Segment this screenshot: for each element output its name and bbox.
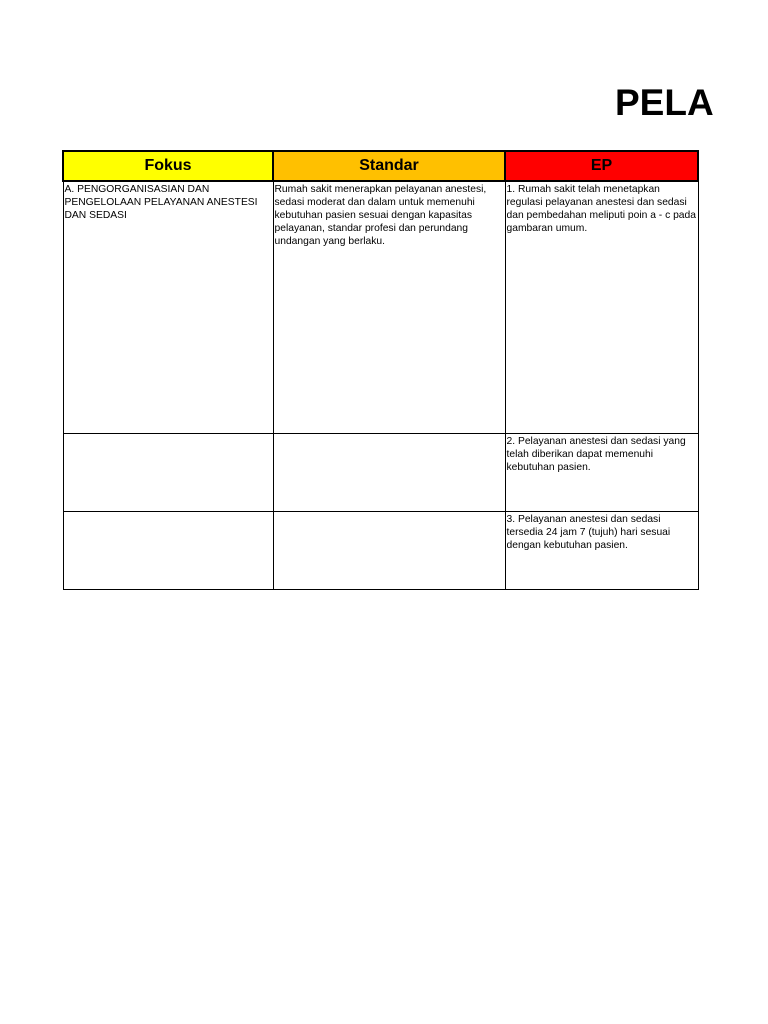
ep-cell: 2. Pelayanan anestesi dan sedasi yang telah diberikan dapat memenuhi kebutuhan pasien. [505,434,698,512]
fokus-cell [63,434,273,512]
page-title: PELA [615,82,714,123]
table-row [63,181,698,434]
ep-cell: 3. Pelayanan anestesi dan sedasi tersedia 24 jam 7 (tujuh) hari sesuai dengan kebutuhan pasien. [505,512,698,590]
standar-cell [273,512,505,590]
ep-cell: 1. Rumah sakit telah menetapkan regulasi pelayanan anestesi dan sedasi dan pembedahan meliputi poin a - c pada gambaran umum. [505,181,698,434]
table-row [63,512,698,590]
fokus-cell: A. PENGORGANISASIAN DAN PENGELOLAAN PELAYANAN ANESTESI DAN SEDASI [63,181,273,434]
table-header-row [63,151,698,181]
header-fokus: Fokus [63,151,273,181]
standar-cell: Rumah sakit menerapkan pelayanan anestesi, sedasi moderat dan dalam untuk memenuhi kebutuhan pasien sesuai dengan kapasitas pelayanan, standar profesi dan perundang undangan yang berlaku. [273,181,505,434]
page-title-container [615,80,714,128]
header-ep: EP [505,151,698,181]
fokus-cell [63,512,273,590]
table-row [63,434,698,512]
standards-table [62,150,699,590]
standar-cell [273,434,505,512]
header-standar: Standar [273,151,505,181]
